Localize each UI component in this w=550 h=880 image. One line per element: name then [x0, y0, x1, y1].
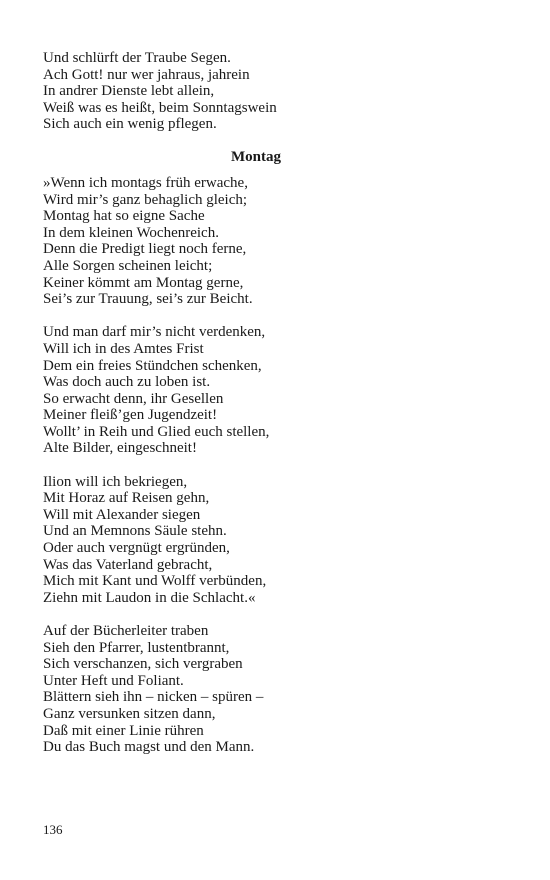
poem-line: Und schlürft der Traube Segen. [43, 50, 231, 66]
poem-line: Will ich in des Amtes Frist [43, 340, 204, 357]
poem-line: Will mit Alexander siegen [43, 506, 201, 523]
poem-line: Ilion will ich bekriegen, [43, 473, 188, 490]
stanza-gap [43, 606, 293, 623]
poem-line: Ach Gott! nur wer jahraus, jahrein [43, 66, 250, 83]
poem-line: Und an Memnons Säule stehn. [43, 523, 227, 540]
poem-line: Sei’s zur Trauung, sei’s zur Beicht. [43, 291, 253, 308]
section-heading: Montag [231, 148, 281, 165]
poem-line: »Wenn ich montags früh erwache, [43, 174, 248, 191]
stanza-gap [43, 457, 293, 474]
poem-line: Ganz versunken sitzen dann, [43, 705, 216, 722]
poem-line: Du das Buch magst und den Mann. [43, 739, 255, 756]
poem-line: Sieh den Pfarrer, lustentbrannt, [43, 639, 230, 656]
poem-line: Blättern sieh ihn – nicken – spüren – [43, 689, 264, 706]
stanza-gap [43, 308, 293, 325]
poem-line: In andrer Dienste lebt allein, [43, 83, 215, 100]
poem-line: Auf der Bücherleiter traben [43, 623, 209, 639]
poem-line: Sich verschanzen, sich vergraben [43, 656, 243, 673]
poem-line: Und man darf mir’s nicht verdenken, [43, 324, 266, 341]
poem-line: Ziehn mit Laudon in die Schlacht.« [43, 589, 256, 606]
stanza-1 [43, 175, 293, 308]
poem-line: So erwacht denn, ihr Gesellen [43, 390, 224, 407]
poem-line: Wird mir’s ganz behaglich gleich; [43, 191, 248, 208]
poem-line: Mich mit Kant und Wolff verbünden, [43, 573, 267, 590]
poem-line: Sich auch ein wenig pflegen. [43, 116, 217, 133]
poem-line: Mit Horaz auf Reisen gehn, [43, 490, 210, 507]
poem-line: Keiner kömmt am Montag gerne, [43, 274, 244, 291]
poem-line: Weiß was es heißt, beim Sonntagswein [43, 99, 277, 116]
poem-line: Wollt’ in Reih und Glied euch stellen, [43, 423, 270, 440]
poem-line: Denn die Predigt liegt noch ferne, [43, 241, 247, 258]
stanza-4 [43, 623, 293, 756]
stanza-3 [43, 474, 293, 607]
poem-page [43, 50, 293, 756]
poem-line: Alle Sorgen scheinen leicht; [43, 257, 213, 274]
poem-line: Meiner fleiß’gen Jugendzeit! [43, 407, 218, 424]
poem-line: In dem kleinen Wochenreich. [43, 224, 219, 241]
poem-line: Daß mit einer Linie rühren [43, 722, 204, 739]
poem-line: Was doch auch zu loben ist. [43, 374, 211, 391]
poem-line: Oder auch vergnügt ergründen, [43, 540, 230, 557]
poem-line: Dem ein freies Stündchen schenken, [43, 357, 262, 374]
stanza-2 [43, 324, 293, 457]
intro-stanza [43, 50, 293, 133]
poem-line: Alte Bilder, eingeschneit! [43, 440, 197, 457]
page-number: 136 [43, 822, 63, 837]
poem-line: Montag hat so eigne Sache [43, 208, 205, 225]
poem-line: Was das Vaterland gebracht, [43, 556, 213, 573]
poem-line: Unter Heft und Foliant. [43, 672, 184, 689]
